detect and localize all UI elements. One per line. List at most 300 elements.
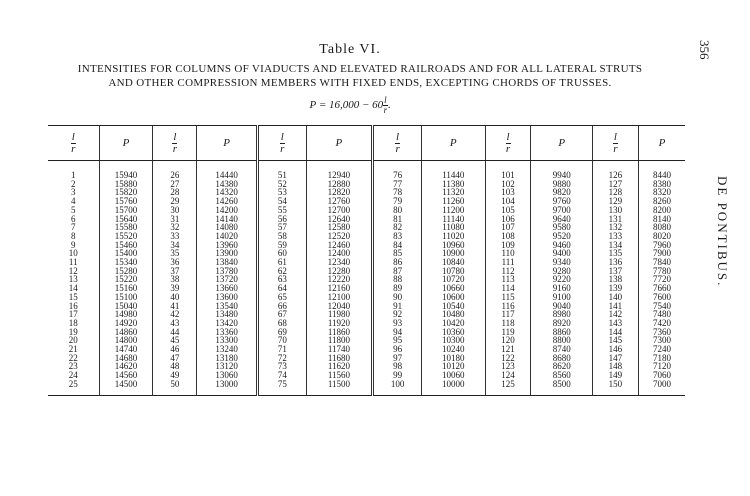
intensity-cell: 11320	[422, 188, 486, 197]
intensity-cell: 10600	[422, 293, 486, 302]
header-fraction	[506, 132, 511, 155]
intensity-cell: 15940	[99, 161, 153, 180]
header-numerator: l	[71, 130, 75, 143]
intensity-cell: 9400	[531, 249, 593, 258]
ratio-cell: 56	[257, 215, 306, 224]
intensity-cell: 13720	[197, 275, 258, 284]
ratio-cell: 13	[68, 274, 78, 285]
table-row	[48, 180, 685, 189]
intensity-cell: 7180	[638, 354, 685, 363]
ratio-cell: 43	[153, 319, 197, 328]
ratio-cell: 78	[373, 188, 422, 197]
header-fraction	[71, 132, 76, 155]
ratio-cell: 79	[373, 197, 422, 206]
ratio-cell: 9	[71, 239, 76, 250]
intensity-cell: 13000	[197, 380, 258, 395]
intensity-cell: 10960	[422, 241, 486, 250]
table-row	[48, 345, 685, 354]
intensity-cell: 11020	[422, 232, 486, 241]
intensity-cell: 11860	[306, 328, 373, 337]
ratio-cell: 131	[592, 215, 638, 224]
formula-end: .	[387, 99, 391, 112]
ratio-cell: 58	[257, 232, 306, 241]
formula-left: P = 16,000 − 60	[309, 99, 384, 112]
intensity-cell: 15760	[99, 197, 153, 206]
ratio-cell: 114	[485, 284, 531, 293]
ratio-cell: 124	[485, 371, 531, 380]
ratio-cell: 76	[373, 161, 422, 180]
ratio-cell: 129	[592, 197, 638, 206]
intensity-cell: 12100	[306, 293, 373, 302]
intensity-cell: 15400	[99, 249, 153, 258]
ratio-cell: 77	[373, 180, 422, 189]
intensity-cell: 10120	[422, 362, 486, 371]
subtitle-line-1: INTENSITIES FOR COLUMNS OF VIADUCTS AND ELEVATED RAILROADS AND FOR ALL LATERAL STRUTS	[77, 63, 643, 75]
ratio-cell: 22	[68, 352, 78, 363]
intensity-cell: 8740	[531, 345, 593, 354]
ratio-cell: 91	[373, 302, 422, 311]
table-row	[48, 293, 685, 302]
table-row	[48, 267, 685, 276]
ratio-cell: 37	[153, 267, 197, 276]
ratio-cell: 67	[257, 310, 306, 319]
intensity-cell: 14620	[99, 362, 153, 371]
ratio-cell: 115	[485, 293, 531, 302]
ratio-cell: 141	[592, 302, 638, 311]
ratio-cell: 19	[68, 326, 78, 337]
ratio-cell: 90	[373, 293, 422, 302]
intensity-cell: 15520	[99, 232, 153, 241]
intensity-cell: 15040	[99, 302, 153, 311]
table-body	[48, 161, 685, 396]
ratio-cell: 80	[373, 206, 422, 215]
ratio-cell: 132	[592, 223, 638, 232]
intensity-cell: 9940	[531, 161, 593, 180]
ratio-cell: 38	[153, 275, 197, 284]
intensity-cell: 15280	[99, 267, 153, 276]
intensity-cell: 8080	[638, 223, 685, 232]
intensity-cell: 11500	[306, 380, 373, 395]
intensity-cell: 9520	[531, 232, 593, 241]
intensity-cell: 11800	[306, 336, 373, 345]
intensity-cell: 12340	[306, 258, 373, 267]
ratio-cell: 69	[257, 328, 306, 337]
intensity-cell: 8500	[531, 380, 593, 395]
intensity-cell: 7300	[638, 336, 685, 345]
intensity-cell: 8020	[638, 232, 685, 241]
intensity-cell: 11260	[422, 197, 486, 206]
intensity-cell: 10780	[422, 267, 486, 276]
ratio-cell: 7	[71, 222, 76, 233]
table-row	[48, 206, 685, 215]
intensity-cell: 12160	[306, 284, 373, 293]
header-fraction	[613, 132, 618, 155]
header-denominator: r	[613, 142, 618, 155]
intensity-cell: 10180	[422, 354, 486, 363]
header-p: P	[531, 126, 593, 161]
ratio-cell: 139	[592, 284, 638, 293]
table-row	[48, 161, 685, 180]
ratio-cell: 63	[257, 275, 306, 284]
intensity-cell: 14260	[197, 197, 258, 206]
ratio-cell: 85	[373, 249, 422, 258]
table-row	[48, 241, 685, 250]
ratio-cell: 133	[592, 232, 638, 241]
header-numerator: l	[506, 130, 510, 143]
ratio-cell: 86	[373, 258, 422, 267]
intensity-cell: 9880	[531, 180, 593, 189]
ratio-cell: 36	[153, 258, 197, 267]
intensity-cell: 7060	[638, 371, 685, 380]
ratio-cell: 40	[153, 293, 197, 302]
intensity-cell: 8980	[531, 310, 593, 319]
ratio-cell: 17	[68, 309, 78, 320]
intensity-cell: 8620	[531, 362, 593, 371]
ratio-cell: 5	[71, 204, 76, 215]
ratio-cell: 119	[485, 328, 531, 337]
intensity-cell: 7420	[638, 319, 685, 328]
table-row	[48, 302, 685, 311]
ratio-cell: 18	[68, 317, 78, 328]
ratio-cell: 113	[485, 275, 531, 284]
ratio-cell: 35	[153, 249, 197, 258]
intensity-cell: 15460	[99, 241, 153, 250]
intensity-cell: 11740	[306, 345, 373, 354]
header-l-over-r	[485, 126, 531, 161]
intensity-cell: 12700	[306, 206, 373, 215]
ratio-cell: 137	[592, 267, 638, 276]
ratio-cell: 45	[153, 336, 197, 345]
intensity-cell: 7900	[638, 249, 685, 258]
table-row	[48, 371, 685, 380]
page-number: 356	[697, 40, 712, 60]
header-denominator: r	[280, 142, 285, 155]
intensity-cell: 10300	[422, 336, 486, 345]
ratio-cell: 116	[485, 302, 531, 311]
intensity-cell: 14920	[99, 319, 153, 328]
formula	[0, 96, 700, 115]
table-row	[48, 258, 685, 267]
table-row	[48, 275, 685, 284]
intensity-cell: 8860	[531, 328, 593, 337]
ratio-cell: 82	[373, 223, 422, 232]
ratio-cell: 140	[592, 293, 638, 302]
ratio-cell: 61	[257, 258, 306, 267]
ratio-cell: 29	[153, 197, 197, 206]
ratio-cell: 83	[373, 232, 422, 241]
intensity-cell: 11140	[422, 215, 486, 224]
intensity-cell: 11680	[306, 354, 373, 363]
intensity-cell: 7480	[638, 310, 685, 319]
ratio-cell: 130	[592, 206, 638, 215]
header-denominator: r	[71, 142, 76, 155]
header-p: P	[422, 126, 486, 161]
ratio-cell: 26	[153, 161, 197, 180]
subtitle-line-2: AND OTHER COMPRESSION MEMBERS WITH FIXED ENDS, EXCEPTING CHORDS OF TRUSSES.	[108, 77, 612, 89]
ratio-cell: 66	[257, 302, 306, 311]
ratio-cell: 84	[373, 241, 422, 250]
table-row	[48, 380, 685, 395]
ratio-cell: 118	[485, 319, 531, 328]
ratio-cell: 145	[592, 336, 638, 345]
ratio-cell: 147	[592, 354, 638, 363]
intensity-cell: 9760	[531, 197, 593, 206]
intensity-cell: 15880	[99, 180, 153, 189]
intensity-cell: 14740	[99, 345, 153, 354]
intensity-cell: 9280	[531, 267, 593, 276]
ratio-cell: 4	[71, 196, 76, 207]
intensity-cell: 13540	[197, 302, 258, 311]
ratio-cell: 48	[153, 362, 197, 371]
ratio-cell: 62	[257, 267, 306, 276]
ratio-cell: 148	[592, 362, 638, 371]
ratio-cell: 30	[153, 206, 197, 215]
ratio-cell: 125	[485, 380, 531, 395]
intensity-cell: 14560	[99, 371, 153, 380]
intensity-cell: 13240	[197, 345, 258, 354]
intensity-cell: 8440	[638, 161, 685, 180]
intensity-cell: 9460	[531, 241, 593, 250]
intensity-cell: 10000	[422, 380, 486, 395]
header-numerator: l	[173, 130, 177, 143]
intensity-cell: 10240	[422, 345, 486, 354]
ratio-cell: 54	[257, 197, 306, 206]
ratio-cell: 59	[257, 241, 306, 250]
intensity-cell: 10900	[422, 249, 486, 258]
intensity-cell: 8140	[638, 215, 685, 224]
ratio-cell: 95	[373, 336, 422, 345]
intensity-cell: 13780	[197, 267, 258, 276]
ratio-cell: 121	[485, 345, 531, 354]
intensity-cell: 13960	[197, 241, 258, 250]
intensity-cell: 15700	[99, 206, 153, 215]
intensity-cell: 14860	[99, 328, 153, 337]
table-row	[48, 310, 685, 319]
table-row	[48, 319, 685, 328]
intensity-cell: 10360	[422, 328, 486, 337]
table-row	[48, 197, 685, 206]
ratio-cell: 126	[592, 161, 638, 180]
intensity-cell: 13660	[197, 284, 258, 293]
intensity-cell: 15820	[99, 188, 153, 197]
ratio-cell: 142	[592, 310, 638, 319]
ratio-cell: 136	[592, 258, 638, 267]
ratio-cell: 97	[373, 354, 422, 363]
ratio-cell: 16	[68, 300, 78, 311]
ratio-cell: 98	[373, 362, 422, 371]
ratio-cell: 64	[257, 284, 306, 293]
ratio-cell: 89	[373, 284, 422, 293]
intensity-cell: 14500	[99, 380, 153, 395]
intensity-cell: 14020	[197, 232, 258, 241]
intensity-cell: 15220	[99, 275, 153, 284]
intensity-cell: 10720	[422, 275, 486, 284]
intensity-cell: 13060	[197, 371, 258, 380]
ratio-cell: 52	[257, 180, 306, 189]
header-denominator: r	[505, 142, 511, 155]
intensity-cell: 9100	[531, 293, 593, 302]
intensity-cell: 10660	[422, 284, 486, 293]
table-row	[48, 188, 685, 197]
ratio-cell: 72	[257, 354, 306, 363]
intensity-cell: 12760	[306, 197, 373, 206]
ratio-cell: 102	[485, 180, 531, 189]
ratio-cell: 99	[373, 371, 422, 380]
intensity-table	[48, 125, 685, 396]
intensity-cell: 15580	[99, 223, 153, 232]
header-fraction	[280, 132, 285, 155]
ratio-cell: 74	[257, 371, 306, 380]
intensity-cell: 7780	[638, 267, 685, 276]
intensity-cell: 10840	[422, 258, 486, 267]
intensity-cell: 14680	[99, 354, 153, 363]
ratio-cell: 81	[373, 215, 422, 224]
header-l-over-r	[373, 126, 422, 161]
table-row	[48, 284, 685, 293]
table-row	[48, 223, 685, 232]
intensity-cell: 14980	[99, 310, 153, 319]
ratio-cell: 108	[485, 232, 531, 241]
intensity-cell: 15340	[99, 258, 153, 267]
intensity-cell: 13900	[197, 249, 258, 258]
ratio-cell: 75	[257, 380, 306, 395]
table-row	[48, 328, 685, 337]
intensity-cell: 11980	[306, 310, 373, 319]
ratio-cell: 51	[257, 161, 306, 180]
header-l-over-r	[153, 126, 197, 161]
ratio-cell: 71	[257, 345, 306, 354]
ratio-cell: 123	[485, 362, 531, 371]
ratio-cell: 127	[592, 180, 638, 189]
ratio-cell: 21	[68, 344, 78, 355]
ratio-cell: 12	[68, 265, 78, 276]
intensity-cell: 7240	[638, 345, 685, 354]
intensity-cell: 9580	[531, 223, 593, 232]
intensity-cell: 9700	[531, 206, 593, 215]
intensity-cell: 12040	[306, 302, 373, 311]
intensity-cell: 11440	[422, 161, 486, 180]
table-row	[48, 336, 685, 345]
ratio-cell: 109	[485, 241, 531, 250]
intensity-cell: 15160	[99, 284, 153, 293]
ratio-cell: 60	[257, 249, 306, 258]
ratio-cell: 28	[153, 188, 197, 197]
ratio-cell: 25	[48, 380, 99, 395]
intensity-cell: 9640	[531, 215, 593, 224]
ratio-cell: 146	[592, 345, 638, 354]
ratio-cell: 135	[592, 249, 638, 258]
ratio-cell: 49	[153, 371, 197, 380]
ratio-cell: 122	[485, 354, 531, 363]
intensity-cell: 13180	[197, 354, 258, 363]
header-fraction	[395, 132, 400, 155]
table-row	[48, 232, 685, 241]
ratio-cell: 112	[485, 267, 531, 276]
header-p: P	[306, 126, 373, 161]
intensity-cell: 11080	[422, 223, 486, 232]
intensity-cell: 11560	[306, 371, 373, 380]
intensity-cell: 10540	[422, 302, 486, 311]
ratio-cell: 70	[257, 336, 306, 345]
intensity-cell: 15640	[99, 215, 153, 224]
header-denominator: r	[395, 142, 400, 155]
ratio-cell: 128	[592, 188, 638, 197]
intensity-cell: 12280	[306, 267, 373, 276]
formula-denominator: r	[383, 105, 388, 115]
ratio-cell: 138	[592, 275, 638, 284]
ratio-cell: 3	[71, 187, 76, 198]
intensity-cell: 11620	[306, 362, 373, 371]
ratio-cell: 10	[68, 248, 78, 259]
intensity-cell: 12520	[306, 232, 373, 241]
ratio-cell: 134	[592, 241, 638, 250]
ratio-cell: 27	[153, 180, 197, 189]
intensity-cell: 11380	[422, 180, 486, 189]
ratio-cell: 42	[153, 310, 197, 319]
ratio-cell: 23	[68, 361, 78, 372]
ratio-cell: 88	[373, 275, 422, 284]
ratio-cell: 111	[485, 258, 531, 267]
intensity-cell: 10420	[422, 319, 486, 328]
intensity-cell: 12880	[306, 180, 373, 189]
intensity-cell: 11920	[306, 319, 373, 328]
intensity-cell: 9160	[531, 284, 593, 293]
ratio-cell: 149	[592, 371, 638, 380]
intensity-cell: 11200	[422, 206, 486, 215]
header-denominator: r	[172, 142, 177, 155]
intensity-cell: 8920	[531, 319, 593, 328]
intensity-cell: 13420	[197, 319, 258, 328]
intensity-cell: 7120	[638, 362, 685, 371]
intensity-cell: 9220	[531, 275, 593, 284]
intensity-cell: 13480	[197, 310, 258, 319]
intensity-cell: 9820	[531, 188, 593, 197]
header-l-over-r	[592, 126, 638, 161]
intensity-cell: 7960	[638, 241, 685, 250]
ratio-cell: 94	[373, 328, 422, 337]
ratio-cell: 57	[257, 223, 306, 232]
ratio-cell: 93	[373, 319, 422, 328]
intensity-cell: 15100	[99, 293, 153, 302]
ratio-cell: 11	[68, 257, 78, 268]
intensity-cell: 8380	[638, 180, 685, 189]
ratio-cell: 1	[71, 170, 76, 180]
intensity-cell: 7720	[638, 275, 685, 284]
intensity-cell: 14800	[99, 336, 153, 345]
intensity-cell: 14140	[197, 215, 258, 224]
ratio-cell: 150	[592, 380, 638, 395]
ratio-cell: 68	[257, 319, 306, 328]
intensity-cell: 12460	[306, 241, 373, 250]
intensity-cell: 8560	[531, 371, 593, 380]
ratio-cell: 32	[153, 223, 197, 232]
ratio-cell: 107	[485, 223, 531, 232]
ratio-cell: 117	[485, 310, 531, 319]
ratio-cell: 6	[71, 213, 76, 224]
intensity-cell: 12640	[306, 215, 373, 224]
intensity-cell: 7660	[638, 284, 685, 293]
intensity-cell: 12580	[306, 223, 373, 232]
ratio-cell: 144	[592, 328, 638, 337]
intensity-cell: 13120	[197, 362, 258, 371]
ratio-cell: 8	[71, 230, 76, 241]
ratio-cell: 73	[257, 362, 306, 371]
intensity-cell: 7360	[638, 328, 685, 337]
header-p: P	[638, 126, 685, 161]
ratio-cell: 14	[68, 283, 78, 294]
intensity-cell: 8680	[531, 354, 593, 363]
intensity-cell: 10480	[422, 310, 486, 319]
